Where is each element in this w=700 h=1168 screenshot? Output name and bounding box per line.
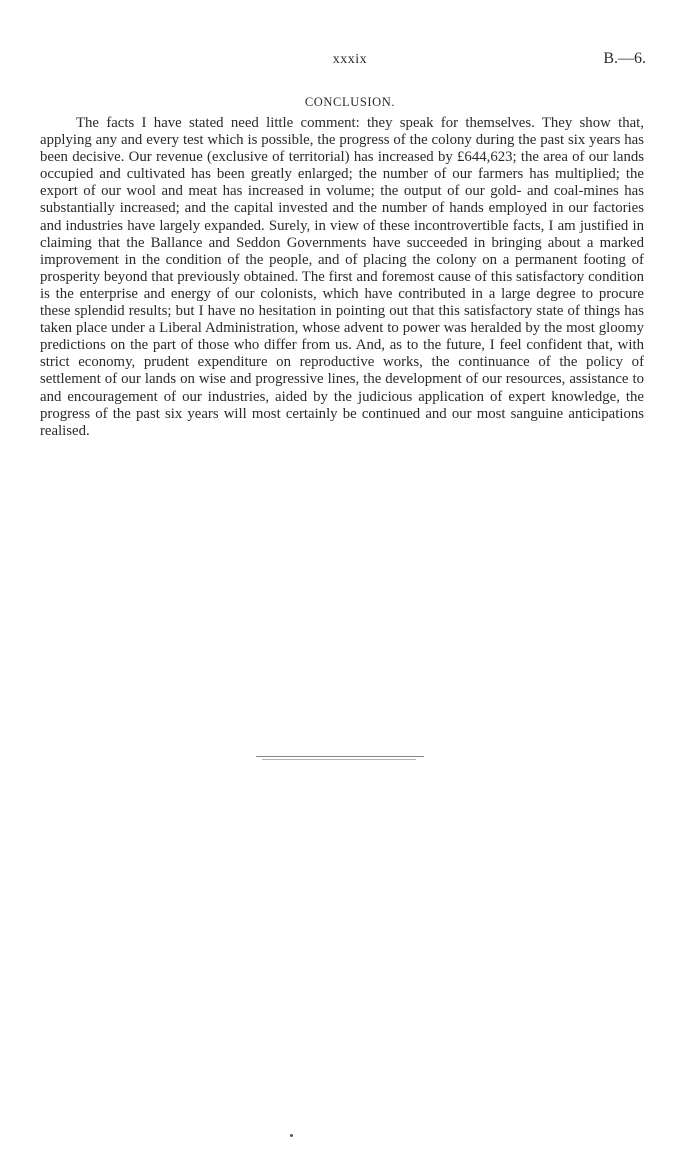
- end-rule-secondary: [262, 759, 416, 760]
- end-rule: [256, 756, 424, 757]
- print-speck: [290, 1134, 293, 1137]
- document-reference: B.—6.: [603, 50, 646, 67]
- page-number: xxxix: [332, 52, 368, 67]
- conclusion-paragraph: The facts I have stated need little comment: they speak for themselves. They show that, applying any and every test which is possible, the progress of the colony during the past six years has been decisive. Our revenue (exclusive of territorial) has increased by £644,623; the area of our lands occupied and cultivated has been greatly enlarged; the number of our farmers has multiplied; the export of our wool and meat has increased in volume; the output of our gold- and coal-mines has substantially increased; and the capital invested and the number of hands employed in our factories and industries have largely expanded. Surely, in view of these incontrovertible facts, I am justified in claiming that the Ballance and Seddon Governments have succeeded in bringing about a marked improvement in the condition of the people, and of placing the colony on a permanent footing of prosperity beyond that previously obtained. The first and foremost cause of this satisfactory condition is the enterprise and energy of our colonists, which have contributed in a large degree to procure these splendid results; but I have no hesitation in pointing out that this satisfactory state of things has taken place under a Liberal Administration, whose advent to power was heralded by the most gloomy predictions on the part of those who differ from us. And, as to the future, I feel confident that, with strict economy, prudent expenditure on reproductive works, the continuance of the policy of settlement of our lands on wise and progressive lines, the development of our resources, assistance to and encouragement of our industries, aided by the judicious application of expert knowledge, the progress of the past six years will most certainly be continued and our most sanguine anticipations realised.: [40, 115, 644, 439]
- section-heading: CONCLUSION.: [304, 95, 396, 109]
